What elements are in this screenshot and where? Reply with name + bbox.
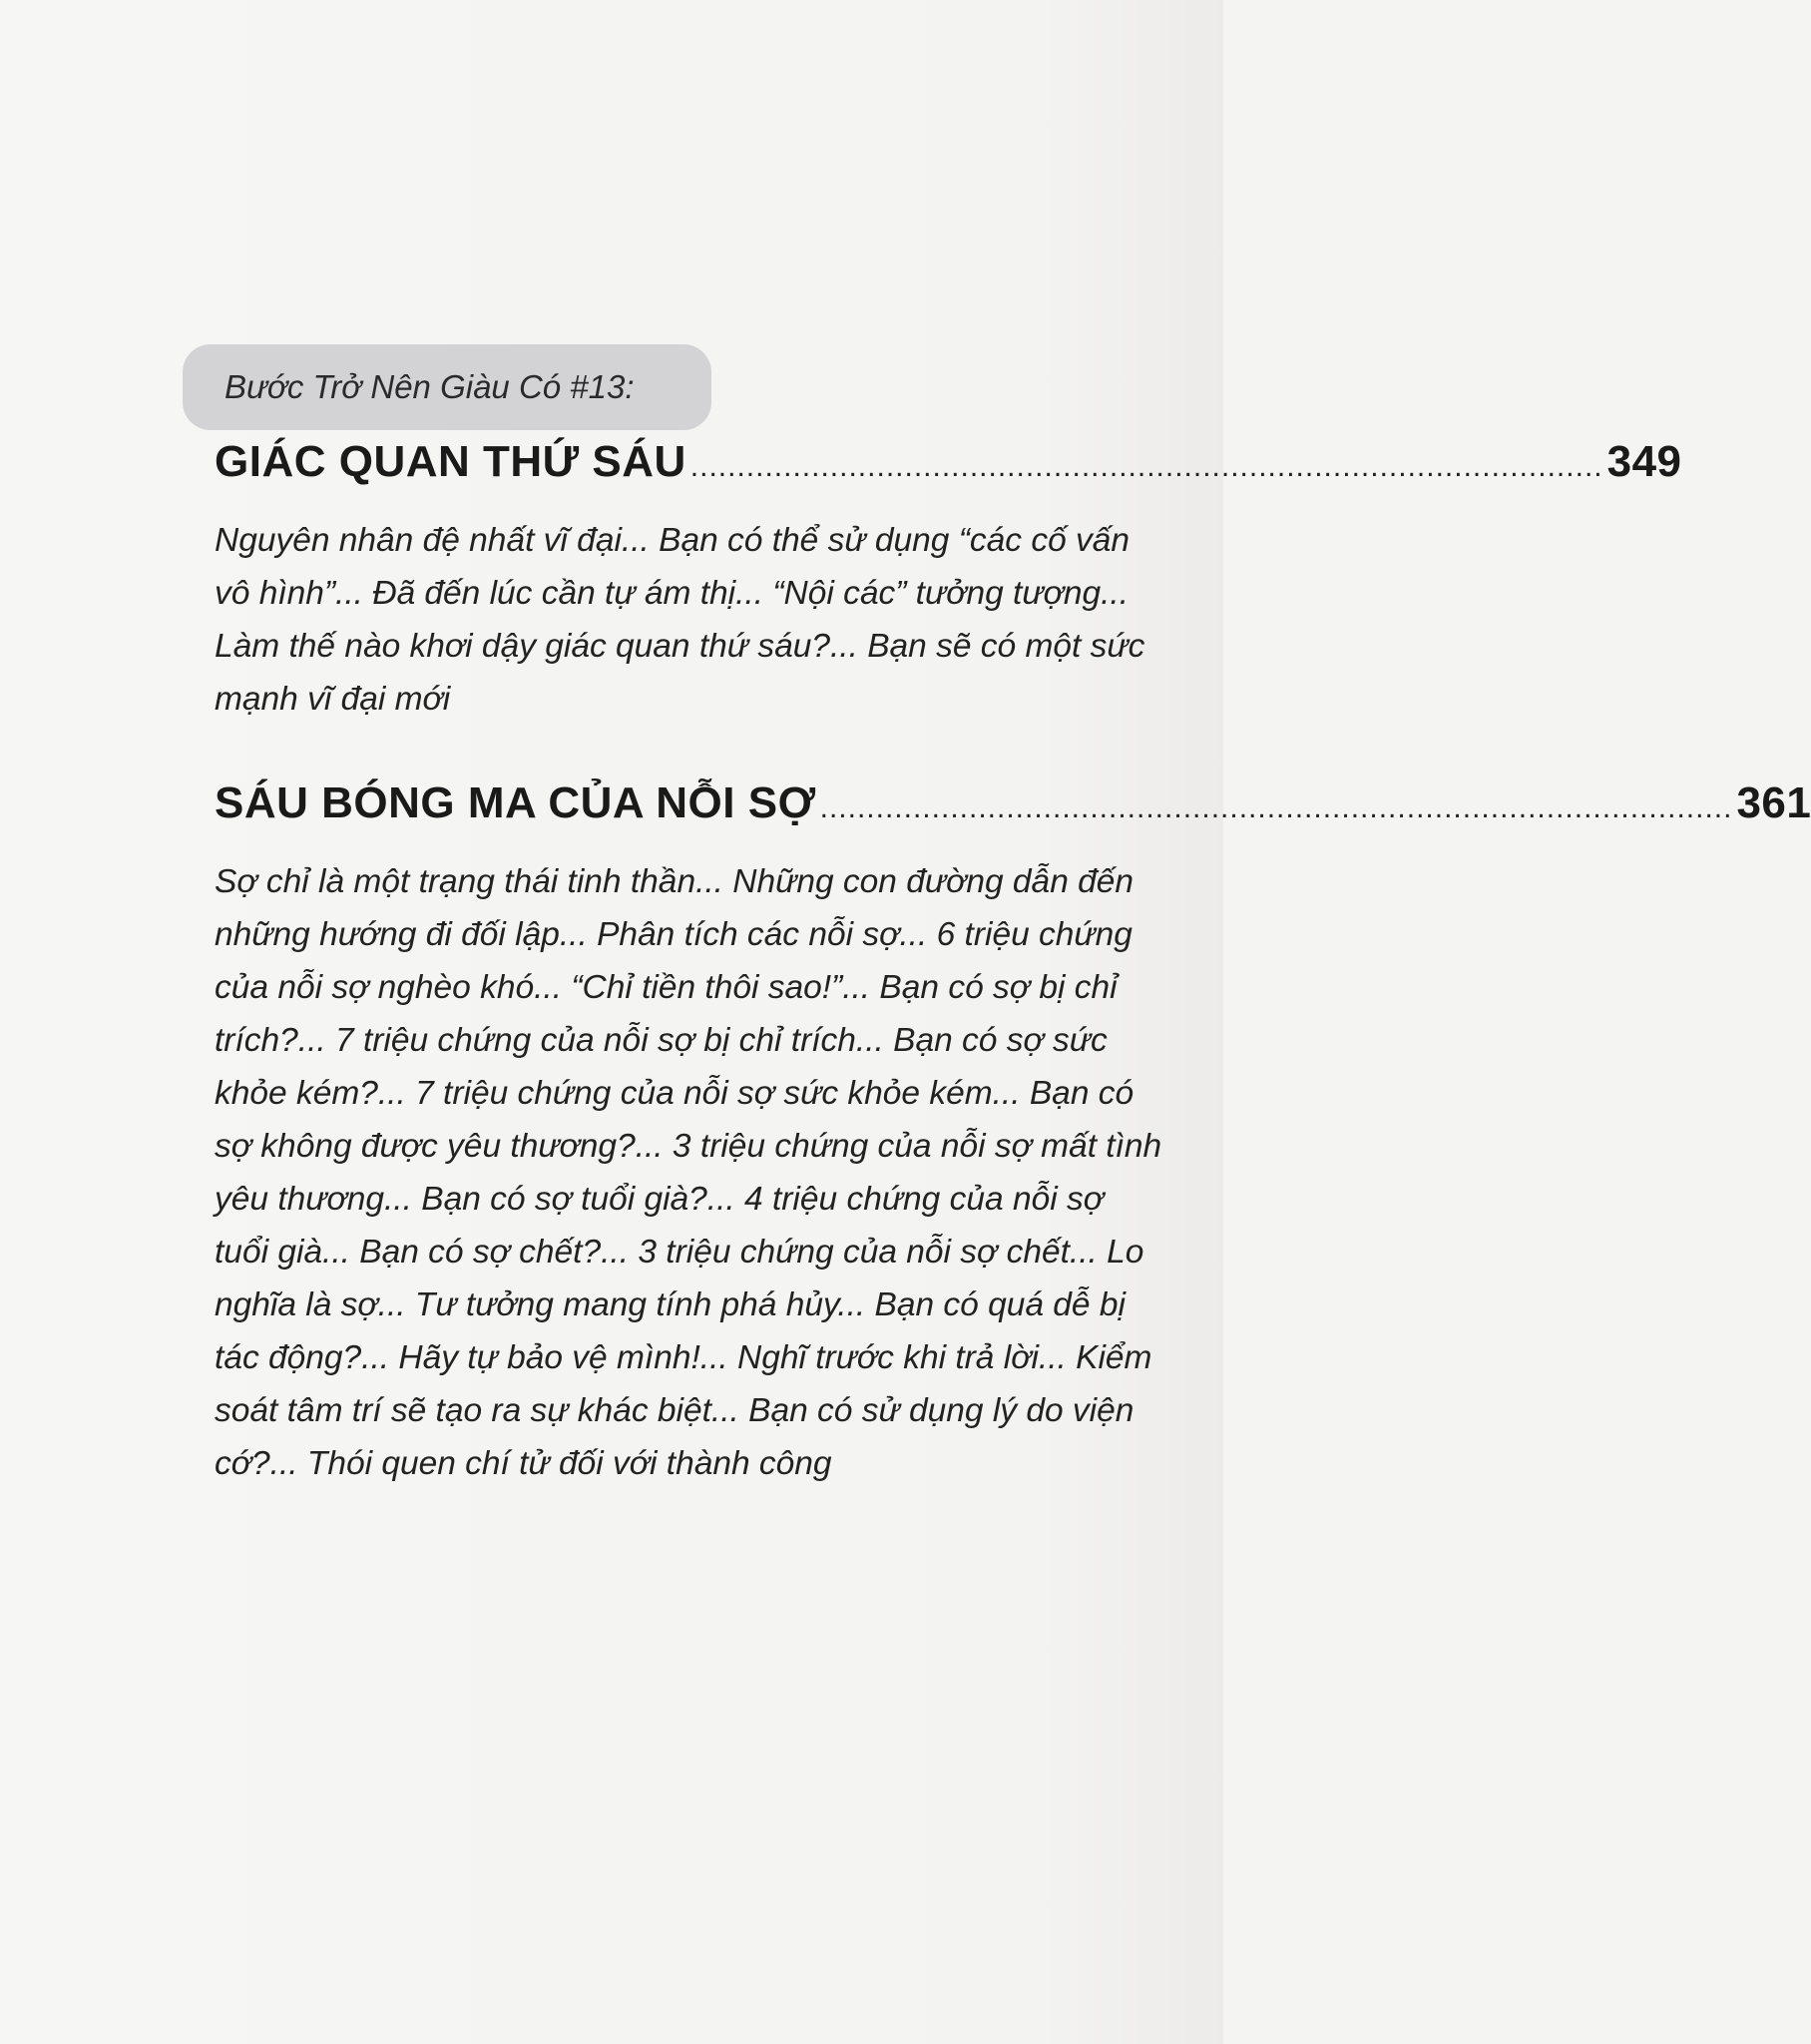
step-label-badge bbox=[183, 344, 711, 430]
toc-entry-summary: Nguyên nhân đệ nhất vĩ đại... Bạn có thể sử dụng “các cố vấn vô hình”... Đã đến lúc cần tự ám thị... “Nội các” tưởng tượng... Làm thế nào khơi dậy giác quan thứ sáu?... Bạn sẽ có một sức mạnh vĩ đại mới bbox=[215, 522, 1145, 718]
toc-entry-summary: Sợ chỉ là một trạng thái tinh thần... Những con đường dẫn đến những hướng đi đối lập... Phân tích các nỗi sợ... 6 triệu chứng của nỗi sợ nghèo khó... “Chỉ tiền thôi sao!”... Bạn có sợ bị chỉ trích?... 7 triệu chứng của nỗi sợ bị chỉ trích... Bạn có sợ sức khỏe kém?... 7 triệu chứng của nỗi sợ sức khỏe kém... Bạn có sợ không được yêu thương?... 3 triệu chứng của nỗi sợ mất tình yêu thương... Bạn có sợ tuổi già?... 4 triệu chứng của nỗi sợ tuổi già... Bạn có sợ chết?... 3 triệu chứng của nỗi sợ chết... Lo nghĩa là sợ... Tư tưởng mang tính phá hủy... Bạn có quá dễ bị tác động?... Hãy tự bảo vệ mình!... Nghĩ trước khi trả lời... Kiểm soát tâm trí sẽ tạo ra sự khác biệt... Bạn có sử dụng lý do viện cớ?... Thói quen chí tử đối với thành công bbox=[215, 863, 1162, 1482]
toc-entry-sixth-sense bbox=[215, 437, 1682, 487]
toc-leader-dots: .................................................................................................. bbox=[819, 791, 1733, 824]
toc-entry-title: SÁU BÓNG MA CỦA NỖI SỢ bbox=[215, 778, 816, 827]
toc-page-number: 361 bbox=[1736, 778, 1811, 827]
toc-leader-dots: .................................................................................................. bbox=[689, 450, 1603, 483]
step-label-text: Bước Trở Nên Giàu Có #13: bbox=[225, 368, 635, 405]
toc-page-number: 349 bbox=[1606, 437, 1682, 486]
toc-entry-six-ghosts-of-fear bbox=[215, 778, 1811, 828]
toc-entry-title: GIÁC QUAN THỨ SÁU bbox=[215, 437, 686, 486]
